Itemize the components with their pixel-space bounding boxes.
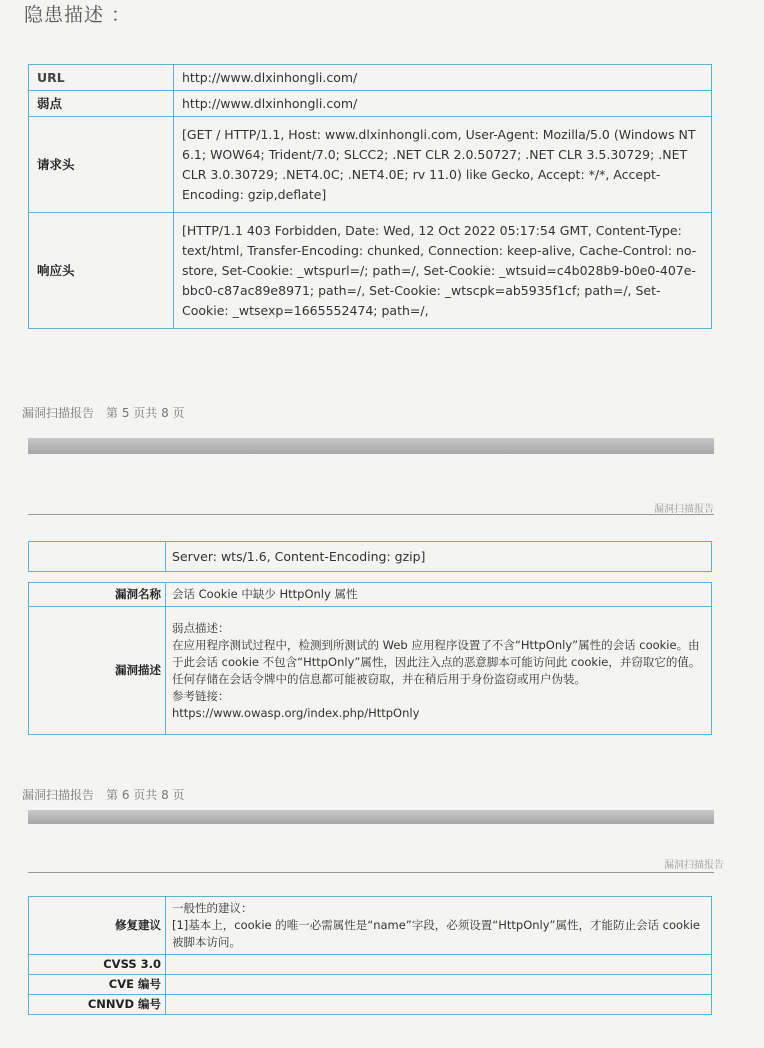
row-label: URL <box>29 65 174 91</box>
table-row <box>29 117 712 213</box>
vuln-name-value: 会话 Cookie 中缺少 HttpOnly 属性 <box>166 583 712 607</box>
cvss-label: CVSS 3.0 <box>29 955 166 975</box>
page-footer: 漏洞扫描报告 第 6 页共 8 页 <box>22 788 185 802</box>
table-row <box>29 897 712 955</box>
cnnvd-value <box>166 995 712 1015</box>
page-header: 漏洞扫描报告 <box>664 860 724 871</box>
table-row <box>29 542 712 572</box>
vuln-name-label: 漏洞名称 <box>29 583 166 607</box>
page-title: 隐患描述 ： <box>24 4 132 26</box>
page-footer: 漏洞扫描报告 第 5 页共 8 页 <box>22 406 185 420</box>
row-value: Server: wts/1.6, Content-Encoding: gzip] <box>166 542 712 572</box>
fix-value <box>166 897 712 955</box>
table-row <box>29 91 712 117</box>
row-value: [GET / HTTP/1.1, Host: www.dlxinhongli.com, User-Agent: Mozilla/5.0 (Windows NT 6.1; WOW64; Trident/7.0; SLCC2; .NET CLR 2.0.50727; .NET CLR 3.5.30729; .NET CLR 3.0.30729; .NET4.0C; .NET4.0E; rv 11.0) like Gecko, Accept: */*, Accept-Encoding: gzip,deflate] <box>174 117 712 213</box>
cnnvd-label: CNNVD 编号 <box>29 995 166 1015</box>
row-value: http://www.dlxinhongli.com/ <box>174 65 712 91</box>
table-row <box>29 607 712 735</box>
row-label: 请求头 <box>29 117 174 213</box>
cve-value <box>166 975 712 995</box>
fix-heading: 一般性的建议： <box>172 901 253 915</box>
row-value: [HTTP/1.1 403 Forbidden, Date: Wed, 12 Oct 2022 05:17:54 GMT, Content-Type: text/html, Transfer-Encoding: chunked, Connection: keep-alive, Cache-Control: no-store, Set-Cookie: _wtspurl=/; path=/, Set-Cookie: _wtsuid=c4b028b9-b0e0-407e-bbc0-c87ac89e8971; path=/, Set-Cookie: _wtscpk=ab5935f1cf; path=/, Set-Cookie: _wtsexp=1665552474; path=/, <box>174 213 712 329</box>
fix-body: [1]基本上，cookie 的唯一必需属性是“name”字段，必须设置“HttpOnly”属性，才能防止会话 cookie 被脚本访问。 <box>172 918 700 949</box>
fix-label: 修复建议 <box>29 897 166 955</box>
table-row <box>29 995 712 1015</box>
table-row <box>29 65 712 91</box>
cve-label: CVE 编号 <box>29 975 166 995</box>
row-label: 响应头 <box>29 213 174 329</box>
page-header: 漏洞扫描报告 <box>654 504 714 515</box>
table-row <box>29 955 712 975</box>
table-row <box>29 975 712 995</box>
table-row <box>29 213 712 329</box>
vuln-desc-label: 漏洞描述 <box>29 607 166 735</box>
row-label: 弱点 <box>29 91 174 117</box>
reference-link[interactable]: https://www.owasp.org/index.php/HttpOnly <box>172 705 420 720</box>
reference-heading: 参考链接： <box>172 688 230 703</box>
page-break-bar <box>28 438 714 454</box>
desc-body: 在应用程序测试过程中，检测到所测试的 Web 应用程序设置了不含“HttpOnly”属性的会话 cookie。由于此会话 cookie 不包含“HttpOnly”属性，因此注入点的恶意脚本可能访问此 cookie，并窃取它的值。任何存储在会话令牌中的信息都可能被窃取，并在稍后用于身份盗窃或用户伪装。 <box>172 637 701 686</box>
table-row <box>29 583 712 607</box>
fix-table <box>28 896 712 1015</box>
page-break-bar <box>28 810 714 824</box>
header-rule <box>28 872 714 873</box>
vuln-desc-value <box>166 607 712 735</box>
vulnerability-table <box>28 582 712 735</box>
row-label <box>29 542 166 572</box>
header-rule <box>28 514 714 515</box>
cvss-value <box>166 955 712 975</box>
desc-heading: 弱点描述： <box>172 620 230 635</box>
continued-table <box>28 541 712 572</box>
row-value: http://www.dlxinhongli.com/ <box>174 91 712 117</box>
request-info-table <box>28 64 712 329</box>
